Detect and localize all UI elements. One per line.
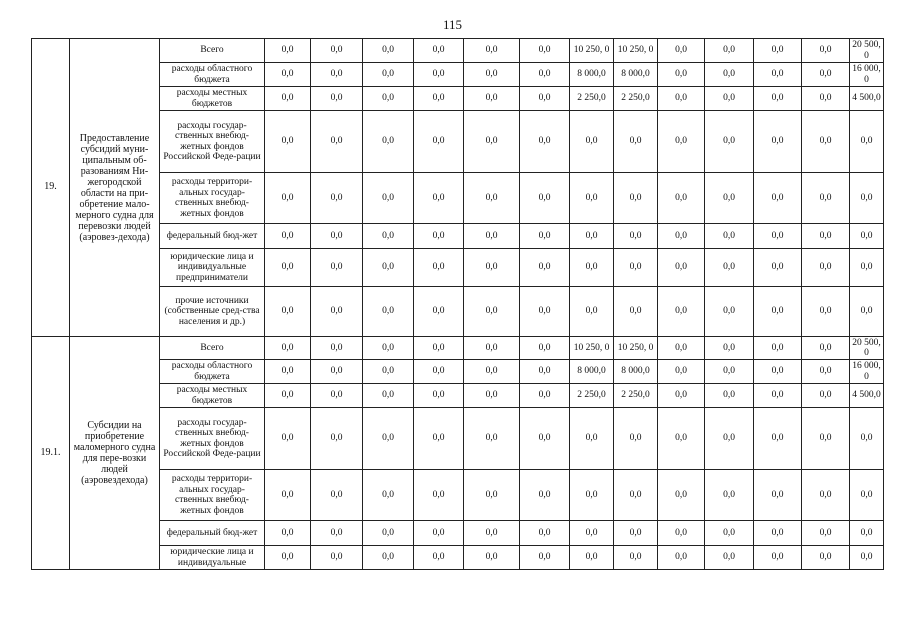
value-cell: 0,0 — [705, 337, 754, 360]
value-cell: 0,0 — [705, 39, 754, 63]
value-cell: 0,0 — [570, 173, 614, 224]
value-cell: 2 250,0 — [570, 384, 614, 408]
value-cell: 0,0 — [464, 39, 520, 63]
value-cell: 0,0 — [802, 384, 850, 408]
value-cell: 0,0 — [658, 249, 705, 287]
value-cell: 0,0 — [754, 546, 802, 570]
value-cell: 0,0 — [363, 360, 414, 384]
value-cell: 0,0 — [658, 384, 705, 408]
value-cell: 0,0 — [705, 87, 754, 111]
value-cell: 0,0 — [658, 360, 705, 384]
funding-source: юридические лица и индивидуальные предприниматели — [160, 249, 265, 287]
value-cell: 0,0 — [570, 408, 614, 470]
value-cell: 0,0 — [754, 249, 802, 287]
value-cell: 0,0 — [850, 173, 884, 224]
value-cell: 0,0 — [363, 173, 414, 224]
value-cell: 0,0 — [658, 111, 705, 173]
value-cell: 0,0 — [311, 408, 363, 470]
table-row — [32, 521, 884, 546]
value-cell: 0,0 — [414, 111, 464, 173]
value-cell: 0,0 — [520, 87, 570, 111]
table-row — [32, 173, 884, 224]
value-cell: 0,0 — [464, 470, 520, 521]
value-cell: 0,0 — [464, 173, 520, 224]
value-cell: 0,0 — [520, 470, 570, 521]
value-cell: 0,0 — [802, 249, 850, 287]
value-cell: 0,0 — [311, 87, 363, 111]
value-cell: 0,0 — [414, 360, 464, 384]
value-cell: 16 000, 0 — [850, 360, 884, 384]
funding-source: расходы областного бюджета — [160, 63, 265, 87]
value-cell: 0,0 — [363, 384, 414, 408]
value-cell: 0,0 — [414, 249, 464, 287]
value-cell: 0,0 — [464, 337, 520, 360]
value-cell: 0,0 — [414, 546, 464, 570]
value-cell: 0,0 — [520, 337, 570, 360]
value-cell: 0,0 — [705, 360, 754, 384]
value-cell: 2 250,0 — [570, 87, 614, 111]
value-cell: 0,0 — [520, 39, 570, 63]
value-cell: 0,0 — [520, 521, 570, 546]
value-cell: 0,0 — [363, 337, 414, 360]
value-cell: 0,0 — [414, 224, 464, 249]
value-cell: 0,0 — [802, 521, 850, 546]
value-cell: 0,0 — [464, 287, 520, 337]
value-cell: 0,0 — [311, 63, 363, 87]
value-cell: 0,0 — [311, 521, 363, 546]
value-cell: 0,0 — [520, 287, 570, 337]
value-cell: 0,0 — [265, 173, 311, 224]
table-body — [32, 39, 884, 570]
value-cell: 0,0 — [265, 360, 311, 384]
value-cell: 4 500,0 — [850, 384, 884, 408]
table-row — [32, 408, 884, 470]
value-cell: 0,0 — [311, 39, 363, 63]
value-cell: 0,0 — [802, 408, 850, 470]
value-cell: 8 000,0 — [614, 63, 658, 87]
table-row — [32, 111, 884, 173]
value-cell: 0,0 — [265, 39, 311, 63]
value-cell: 0,0 — [658, 224, 705, 249]
value-cell: 0,0 — [363, 408, 414, 470]
value-cell: 20 500, 0 — [850, 39, 884, 63]
value-cell: 0,0 — [414, 87, 464, 111]
value-cell: 0,0 — [754, 287, 802, 337]
value-cell: 0,0 — [614, 408, 658, 470]
value-cell: 0,0 — [520, 384, 570, 408]
value-cell: 0,0 — [802, 173, 850, 224]
funding-source: федеральный бюд-жет — [160, 224, 265, 249]
value-cell: 0,0 — [802, 546, 850, 570]
value-cell: 0,0 — [802, 224, 850, 249]
item-title: Предоставление субсидий муни-ципальным об-разованиям Ни-жегородской области на при-обретение мало-мерного судна для перевозки людей (аэровез-дехода) — [70, 39, 160, 337]
value-cell: 0,0 — [754, 39, 802, 63]
table-row — [32, 63, 884, 87]
value-cell: 0,0 — [265, 87, 311, 111]
value-cell: 20 500, 0 — [850, 337, 884, 360]
value-cell: 0,0 — [614, 287, 658, 337]
funding-source: расходы государ-ственных внебюд-жетных фондов Российской Феде-рации — [160, 111, 265, 173]
value-cell: 0,0 — [464, 360, 520, 384]
value-cell: 0,0 — [705, 287, 754, 337]
value-cell: 0,0 — [658, 470, 705, 521]
value-cell: 0,0 — [850, 111, 884, 173]
value-cell: 0,0 — [464, 408, 520, 470]
value-cell: 0,0 — [520, 249, 570, 287]
value-cell: 0,0 — [614, 249, 658, 287]
value-cell: 0,0 — [614, 470, 658, 521]
value-cell: 0,0 — [705, 546, 754, 570]
value-cell: 0,0 — [658, 63, 705, 87]
value-cell: 0,0 — [265, 470, 311, 521]
value-cell: 0,0 — [363, 546, 414, 570]
funding-source: расходы областного бюджета — [160, 360, 265, 384]
value-cell: 0,0 — [265, 521, 311, 546]
value-cell: 0,0 — [265, 287, 311, 337]
value-cell: 0,0 — [464, 87, 520, 111]
value-cell: 0,0 — [311, 173, 363, 224]
value-cell: 0,0 — [265, 111, 311, 173]
value-cell: 0,0 — [414, 337, 464, 360]
value-cell: 0,0 — [705, 384, 754, 408]
value-cell: 0,0 — [705, 521, 754, 546]
value-cell: 0,0 — [802, 470, 850, 521]
value-cell: 0,0 — [658, 408, 705, 470]
value-cell: 0,0 — [754, 521, 802, 546]
value-cell: 0,0 — [658, 39, 705, 63]
funding-source: расходы местных бюджетов — [160, 384, 265, 408]
value-cell: 0,0 — [520, 63, 570, 87]
value-cell: 0,0 — [311, 287, 363, 337]
value-cell: 0,0 — [414, 173, 464, 224]
item-title: Субсидии на приобретение маломерного судна для пере-возки людей (аэровездехода) — [70, 337, 160, 570]
value-cell: 0,0 — [363, 39, 414, 63]
value-cell: 0,0 — [363, 249, 414, 287]
value-cell: 0,0 — [754, 360, 802, 384]
value-cell: 0,0 — [311, 384, 363, 408]
table-row — [32, 249, 884, 287]
value-cell: 0,0 — [802, 63, 850, 87]
value-cell: 0,0 — [802, 337, 850, 360]
value-cell: 0,0 — [754, 63, 802, 87]
value-cell: 0,0 — [414, 63, 464, 87]
value-cell: 0,0 — [414, 384, 464, 408]
table-row — [32, 470, 884, 521]
value-cell: 0,0 — [705, 63, 754, 87]
value-cell: 0,0 — [363, 63, 414, 87]
value-cell: 0,0 — [850, 546, 884, 570]
table-row — [32, 39, 884, 63]
value-cell: 0,0 — [363, 224, 414, 249]
funding-source: расходы местных бюджетов — [160, 87, 265, 111]
value-cell: 0,0 — [614, 521, 658, 546]
value-cell: 0,0 — [754, 470, 802, 521]
value-cell: 0,0 — [464, 63, 520, 87]
value-cell: 0,0 — [658, 173, 705, 224]
value-cell: 0,0 — [311, 224, 363, 249]
value-cell: 0,0 — [520, 173, 570, 224]
funding-source: прочие источники (собственные сред-ства населения и др.) — [160, 287, 265, 337]
value-cell: 0,0 — [754, 408, 802, 470]
value-cell: 0,0 — [414, 470, 464, 521]
value-cell: 0,0 — [850, 224, 884, 249]
value-cell: 8 000,0 — [570, 63, 614, 87]
value-cell: 0,0 — [754, 87, 802, 111]
value-cell: 0,0 — [520, 360, 570, 384]
item-number: 19. — [32, 39, 70, 337]
funding-source: юридические лица и индивидуальные — [160, 546, 265, 570]
value-cell: 4 500,0 — [850, 87, 884, 111]
value-cell: 0,0 — [705, 111, 754, 173]
value-cell: 0,0 — [265, 546, 311, 570]
table-row — [32, 87, 884, 111]
value-cell: 0,0 — [802, 87, 850, 111]
value-cell: 10 250, 0 — [614, 337, 658, 360]
value-cell: 0,0 — [520, 224, 570, 249]
value-cell: 0,0 — [265, 337, 311, 360]
value-cell: 0,0 — [658, 87, 705, 111]
value-cell: 0,0 — [311, 470, 363, 521]
value-cell: 0,0 — [658, 546, 705, 570]
value-cell: 8 000,0 — [614, 360, 658, 384]
value-cell: 0,0 — [414, 521, 464, 546]
budget-table — [31, 38, 884, 570]
item-number: 19.1. — [32, 337, 70, 570]
table-row — [32, 337, 884, 360]
value-cell: 0,0 — [570, 521, 614, 546]
value-cell: 2 250,0 — [614, 384, 658, 408]
value-cell: 0,0 — [520, 111, 570, 173]
value-cell: 8 000,0 — [570, 360, 614, 384]
value-cell: 0,0 — [363, 111, 414, 173]
funding-source: расходы территори-альных государ-ственных внебюд-жетных фондов — [160, 173, 265, 224]
value-cell: 0,0 — [802, 111, 850, 173]
value-cell: 0,0 — [614, 111, 658, 173]
funding-source: Всего — [160, 337, 265, 360]
value-cell: 0,0 — [850, 521, 884, 546]
value-cell: 0,0 — [265, 408, 311, 470]
value-cell: 10 250, 0 — [614, 39, 658, 63]
value-cell: 0,0 — [754, 173, 802, 224]
value-cell: 0,0 — [570, 287, 614, 337]
value-cell: 0,0 — [311, 337, 363, 360]
value-cell: 0,0 — [850, 408, 884, 470]
value-cell: 0,0 — [754, 384, 802, 408]
value-cell: 0,0 — [850, 470, 884, 521]
value-cell: 0,0 — [658, 337, 705, 360]
value-cell: 0,0 — [614, 224, 658, 249]
value-cell: 0,0 — [464, 111, 520, 173]
table-row — [32, 546, 884, 570]
value-cell: 0,0 — [520, 546, 570, 570]
value-cell: 0,0 — [464, 224, 520, 249]
value-cell: 10 250, 0 — [570, 39, 614, 63]
value-cell: 0,0 — [570, 111, 614, 173]
value-cell: 0,0 — [265, 249, 311, 287]
table-row — [32, 360, 884, 384]
funding-source: расходы территори-альных государ-ственных внебюд-жетных фондов — [160, 470, 265, 521]
value-cell: 0,0 — [570, 224, 614, 249]
value-cell: 0,0 — [363, 287, 414, 337]
value-cell: 0,0 — [802, 287, 850, 337]
value-cell: 0,0 — [363, 521, 414, 546]
value-cell: 0,0 — [705, 173, 754, 224]
value-cell: 0,0 — [464, 546, 520, 570]
value-cell: 10 250, 0 — [570, 337, 614, 360]
value-cell: 0,0 — [464, 249, 520, 287]
value-cell: 0,0 — [705, 470, 754, 521]
value-cell: 0,0 — [658, 287, 705, 337]
value-cell: 0,0 — [363, 87, 414, 111]
value-cell: 0,0 — [265, 63, 311, 87]
value-cell: 0,0 — [464, 384, 520, 408]
value-cell: 0,0 — [265, 224, 311, 249]
value-cell: 0,0 — [802, 360, 850, 384]
value-cell: 0,0 — [614, 173, 658, 224]
value-cell: 0,0 — [850, 249, 884, 287]
value-cell: 16 000, 0 — [850, 63, 884, 87]
value-cell: 0,0 — [850, 287, 884, 337]
value-cell: 0,0 — [464, 521, 520, 546]
table-row — [32, 287, 884, 337]
value-cell: 0,0 — [754, 337, 802, 360]
value-cell: 0,0 — [311, 111, 363, 173]
funding-source: Всего — [160, 39, 265, 63]
value-cell: 0,0 — [570, 249, 614, 287]
value-cell: 2 250,0 — [614, 87, 658, 111]
value-cell: 0,0 — [705, 224, 754, 249]
value-cell: 0,0 — [570, 470, 614, 521]
page-number: 115 — [442, 17, 463, 32]
funding-source: расходы государ-ственных внебюд-жетных фондов Российской Феде-рации — [160, 408, 265, 470]
value-cell: 0,0 — [705, 408, 754, 470]
value-cell: 0,0 — [311, 360, 363, 384]
value-cell: 0,0 — [414, 408, 464, 470]
value-cell: 0,0 — [520, 408, 570, 470]
value-cell: 0,0 — [311, 249, 363, 287]
value-cell: 0,0 — [705, 249, 754, 287]
table-row — [32, 384, 884, 408]
value-cell: 0,0 — [311, 546, 363, 570]
value-cell: 0,0 — [414, 39, 464, 63]
value-cell: 0,0 — [570, 546, 614, 570]
funding-source: федеральный бюд-жет — [160, 521, 265, 546]
value-cell: 0,0 — [754, 111, 802, 173]
value-cell: 0,0 — [614, 546, 658, 570]
value-cell: 0,0 — [265, 384, 311, 408]
value-cell: 0,0 — [658, 521, 705, 546]
value-cell: 0,0 — [414, 287, 464, 337]
value-cell: 0,0 — [363, 470, 414, 521]
value-cell: 0,0 — [754, 224, 802, 249]
value-cell: 0,0 — [802, 39, 850, 63]
table-row — [32, 224, 884, 249]
